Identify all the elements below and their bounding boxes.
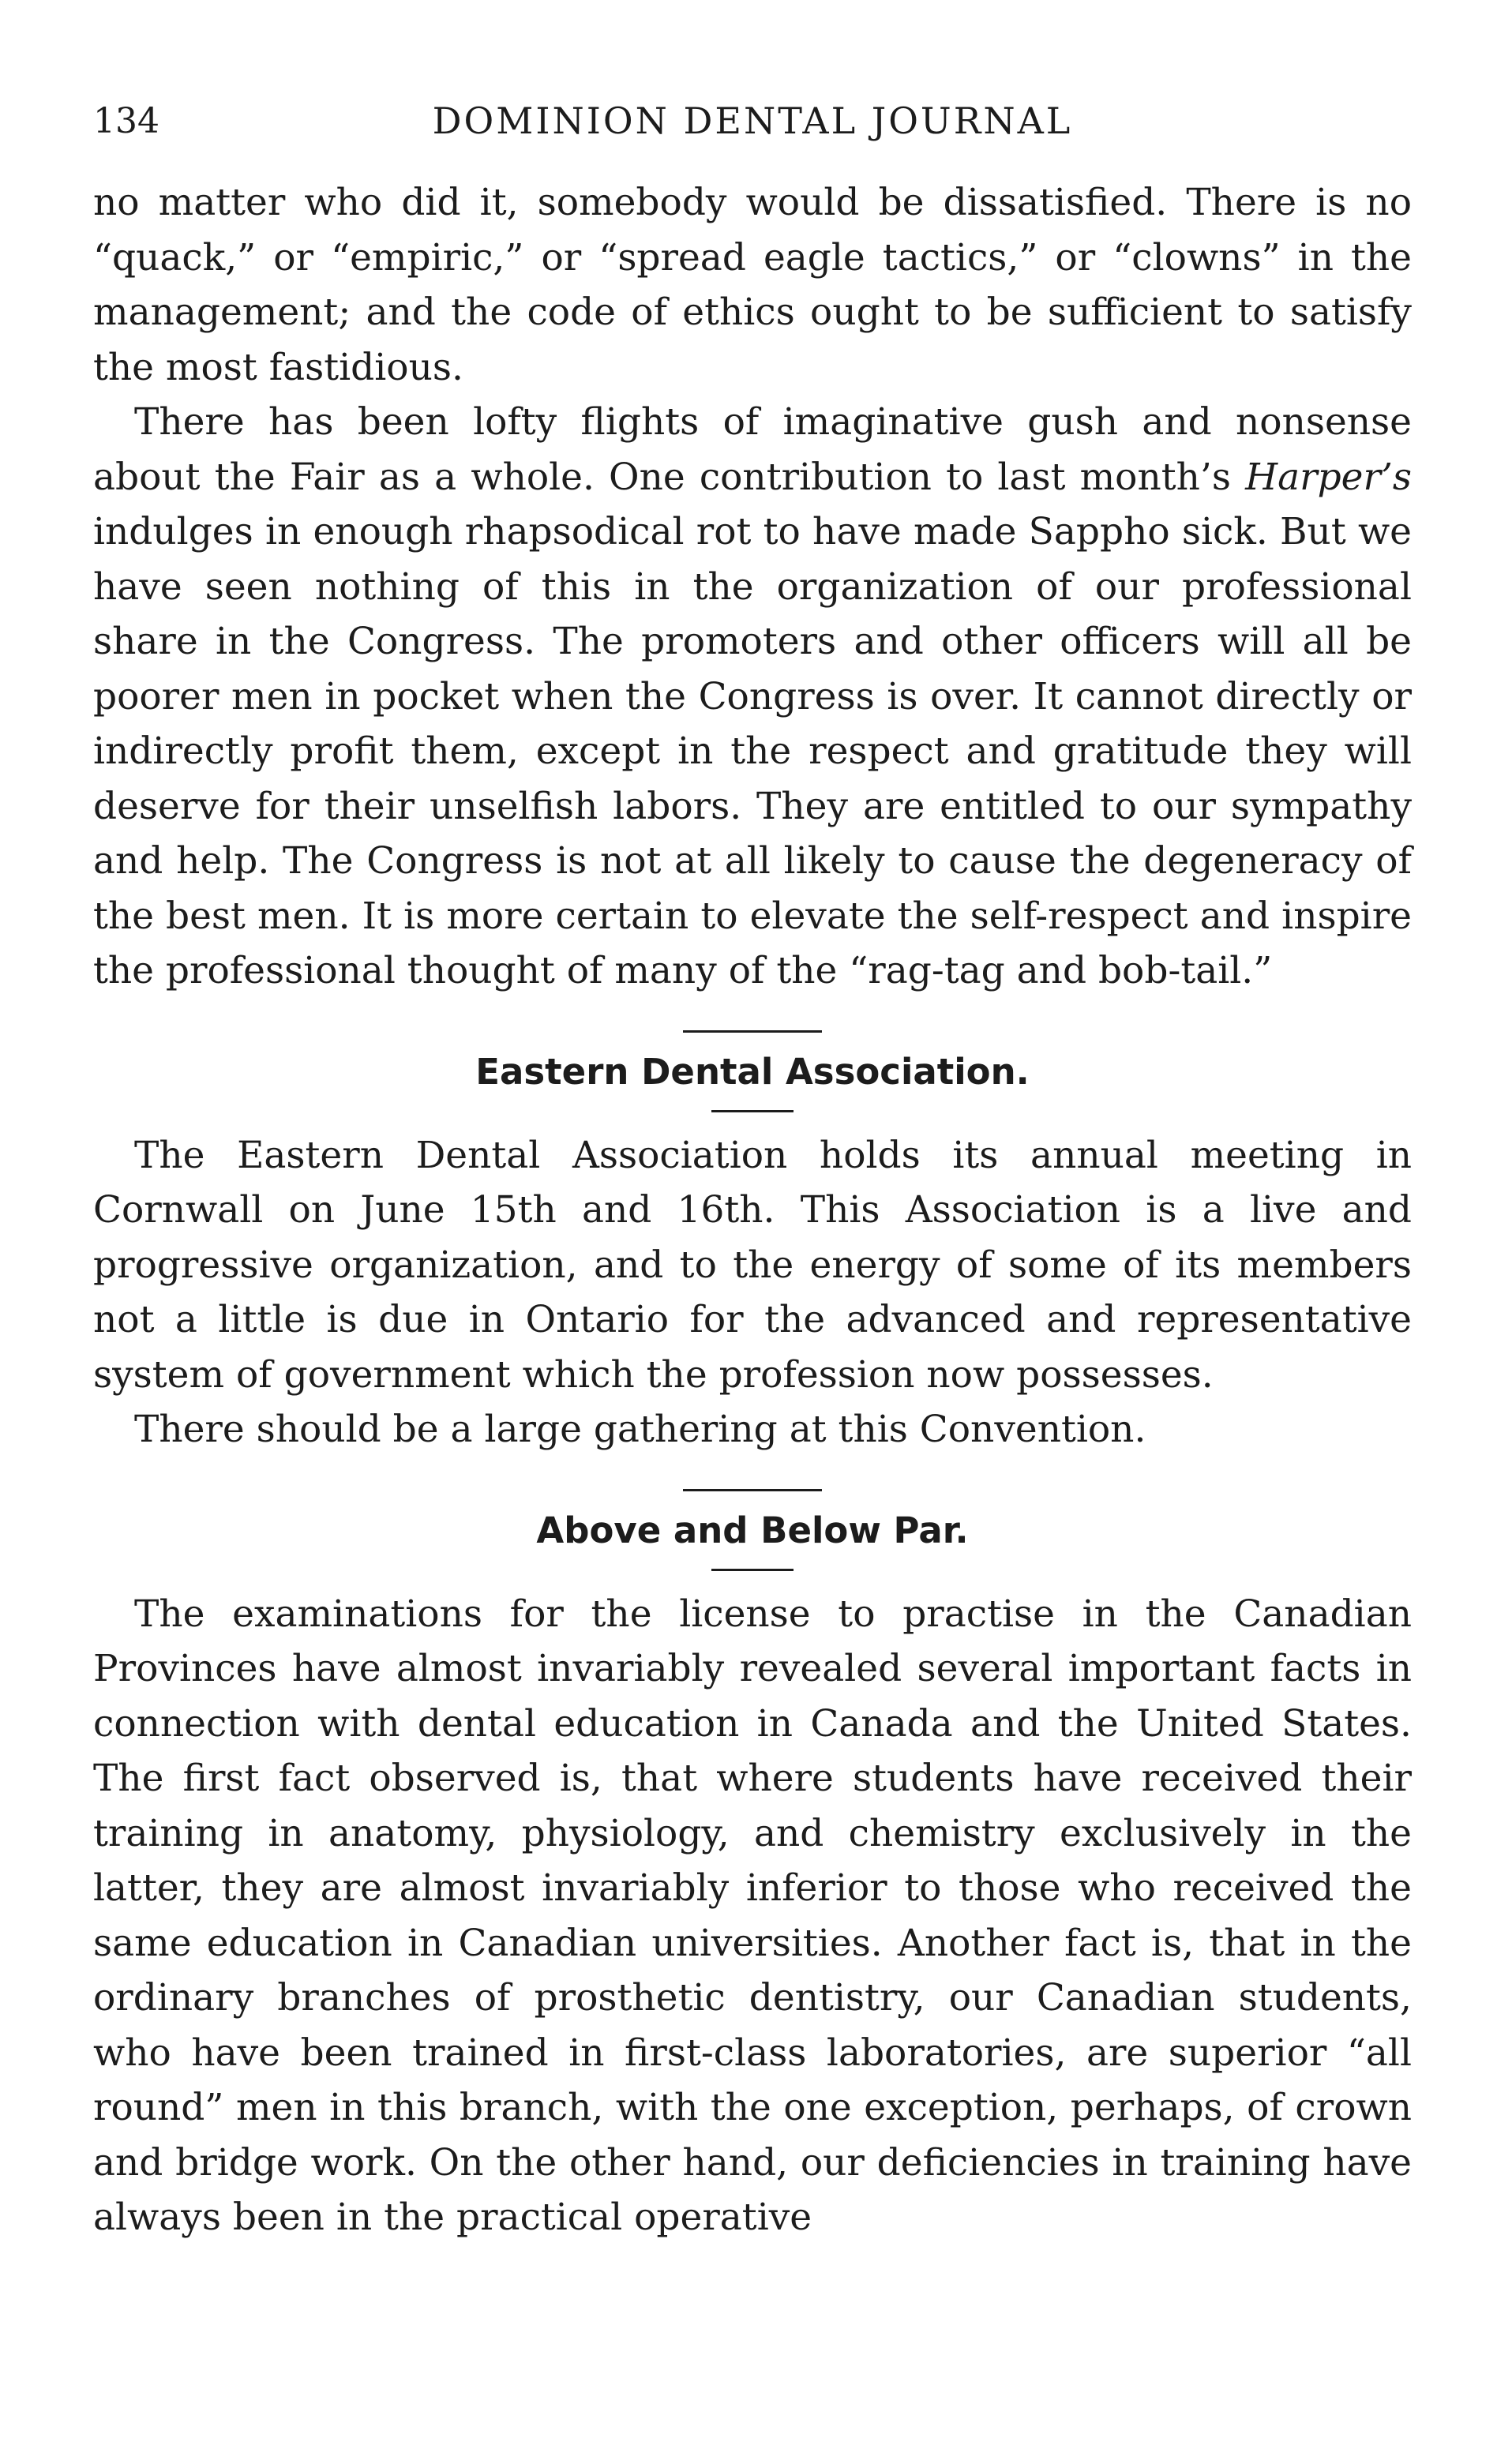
eastern-dental-heading: Eastern Dental Association. <box>475 1050 1030 1093</box>
eastern-paragraph-1: The Eastern Dental Association holds its annual meeting in Cornwall on June 15th and 16th. This Association is a live and progressive organization, and to the energy of some of its members not a little is due in Ontario for the advanced and representative system of government which the profession now possesses. <box>93 1133 1412 1397</box>
intro-paragraph-2-rest: indulges in enough rhapsodical rot to have made Sappho sick. But we have seen nothing of this in the organization of our professional share in the Congress. The promoters and other officers will all be poorer men in pocket when the Congress is over. It cannot directly or indirectly profit them, except in the respect and gratitude they will deserve for their unselfish labors. They are entitled to our sympathy and help. The Congress is not at all likely to cause the degeneracy of the best men. It is more certain to elevate the self-respect and inspire the professional thought of many of the “rag-tag and bob-tail.” <box>93 510 1412 992</box>
journal-page <box>93 93 1412 2245</box>
harpers-title: Harper’s <box>1245 455 1412 499</box>
intro-paragraph-1: no matter who did it, somebody would be dissatisfied. There is no “quack,” or “empiric,” or “spread eagle tactics,” or “clowns” in the management; and the code of ethics ought to be sufficient to satisfy the most fastidious. <box>93 181 1412 389</box>
eastern-paragraph-2: There should be a large gathering at this Convention. <box>134 1408 1146 1451</box>
page-number: 134 <box>93 101 159 141</box>
par-paragraph-1: The examinations for the license to practise in the Canadian Provinces have almost invariably revealed several important facts in connection with dental education in Canada and the United States. The first fact observed is, that where students have received their training in anatomy, physiology, and chemistry exclusively in the latter, they are almost invariably inferior to those who received the same education in Canadian universities. Another fact is, that in the ordinary branches of prosthetic dentistry, our Canadian students, who have been trained in first-class laboratories, are superior “all round” men in this branch, with the one exception, perhaps, of crown and bridge work. On the other hand, our deficiencies in training have always been in the practical operative <box>93 1592 1412 2239</box>
above-below-par-heading: Above and Below Par. <box>536 1509 969 1551</box>
running-head <box>93 93 1412 148</box>
intro-paragraph-2-start: There has been lofty flights of imaginative gush and nonsense about the Fair as a whole. One contribution to last month’s <box>93 400 1412 499</box>
journal-title: DOMINION DENTAL JOURNAL <box>432 99 1073 142</box>
intro-paragraph-2 <box>93 395 1412 999</box>
